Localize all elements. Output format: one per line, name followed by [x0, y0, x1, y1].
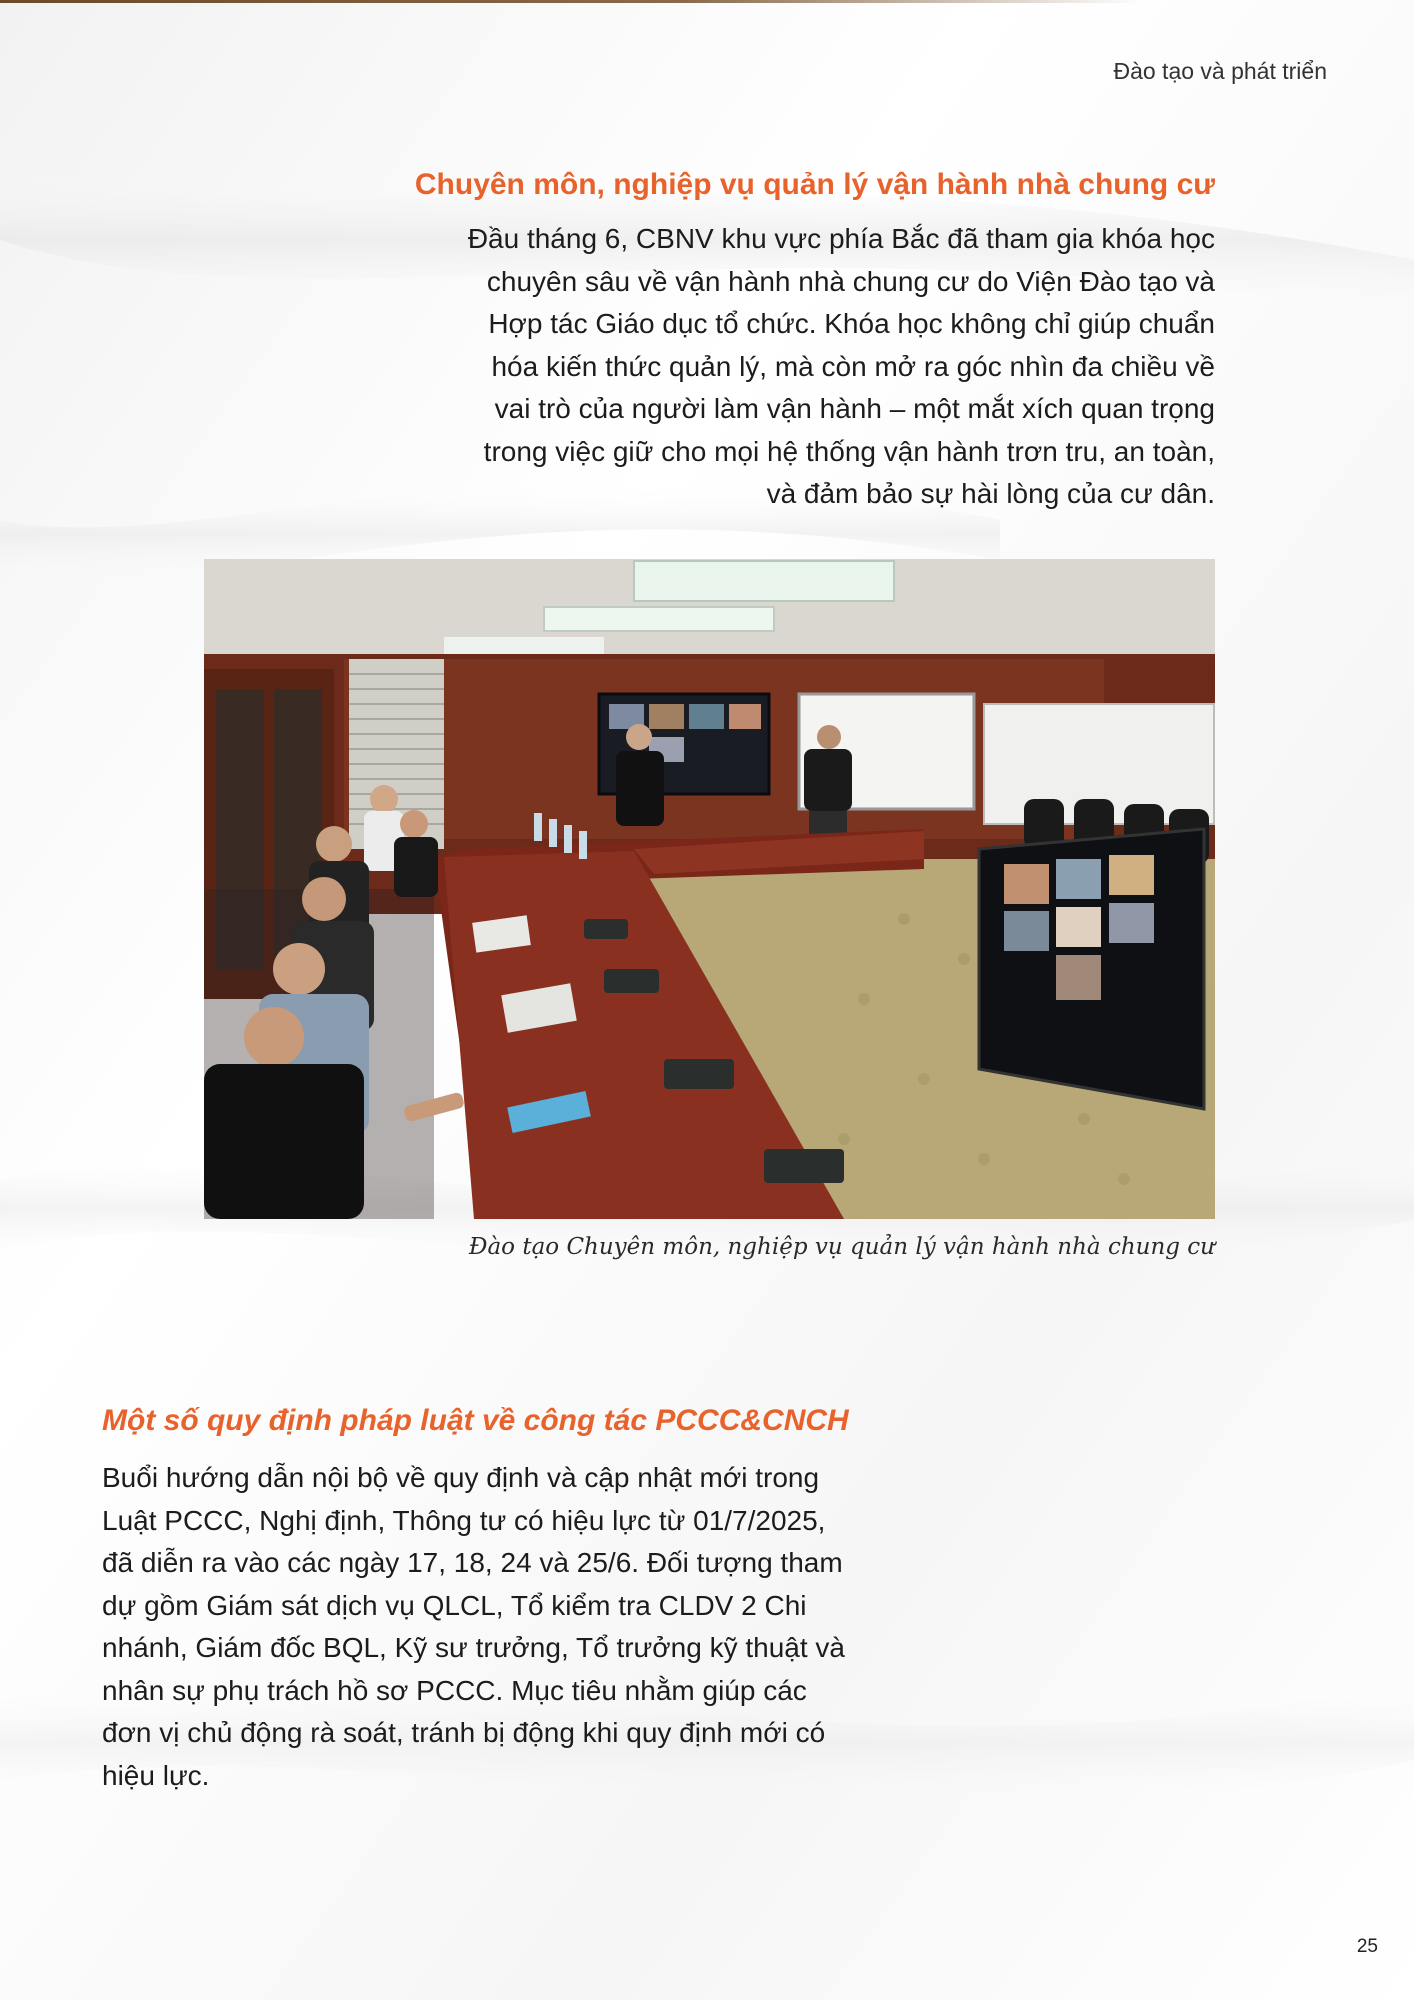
section2-line: dự gồm Giám sát dịch vụ QLCL, Tổ kiểm tra CLDV 2 Chi	[102, 1589, 807, 1621]
section2-line: Buổi hướng dẫn nội bộ về quy định và cập nhật mới trong	[102, 1462, 820, 1493]
section2-title: Một số quy định pháp luật về công tác PCCC&CNCH	[102, 1404, 849, 1437]
section2-line: đơn vị chủ động rà soát, tránh bị động khi quy định mới có	[102, 1717, 826, 1748]
section2-line: đã diễn ra vào các ngày 17, 18, 24 và 25/6. Đối tượng tham	[102, 1547, 843, 1578]
top-rule	[0, 0, 1140, 3]
page-number: 25	[1356, 1936, 1378, 1957]
section1-line: trong việc giữ cho mọi hệ thống vận hành trơn tru, an toàn,	[483, 435, 1215, 467]
section2-line: hiệu lực.	[102, 1759, 210, 1791]
training-photo	[204, 559, 1215, 1219]
section-label: Đào tạo và phát triển	[1113, 58, 1327, 84]
section1-line: hóa kiến thức quản lý, mà còn mở ra góc nhìn đa chiều về	[491, 350, 1215, 382]
section1-line: Đầu tháng 6, CBNV khu vực phía Bắc đã tham gia khóa học	[467, 223, 1215, 254]
section1-line: và đảm bảo sự hài lòng của cư dân.	[766, 478, 1215, 509]
section1-line: chuyên sâu về vận hành nhà chung cư do Viện Đào tạo và	[486, 265, 1215, 297]
photo-caption: Đào tạo Chuyên môn, nghiệp vụ quản lý vận hành nhà chung cư	[468, 1234, 1215, 1260]
section1-body	[395, 218, 1215, 516]
section2-body	[102, 1457, 922, 1797]
section2-line: nhánh, Giám đốc BQL, Kỹ sư trưởng, Tổ trưởng kỹ thuật và	[102, 1632, 845, 1663]
section2-line: Luật PCCC, Nghị định, Thông tư có hiệu lực từ 01/7/2025,	[102, 1504, 826, 1536]
section1-title: Chuyên môn, nghiệp vụ quản lý vận hành nhà chung cư	[414, 168, 1215, 201]
section2-line: nhân sự phụ trách hồ sơ PCCC. Mục tiêu nhằm giúp các	[102, 1674, 807, 1706]
section1-line: Hợp tác Giáo dục tổ chức. Khóa học không chỉ giúp chuẩn	[488, 308, 1215, 339]
section1-line: vai trò của người làm vận hành – một mắt xích quan trọng	[494, 393, 1215, 424]
